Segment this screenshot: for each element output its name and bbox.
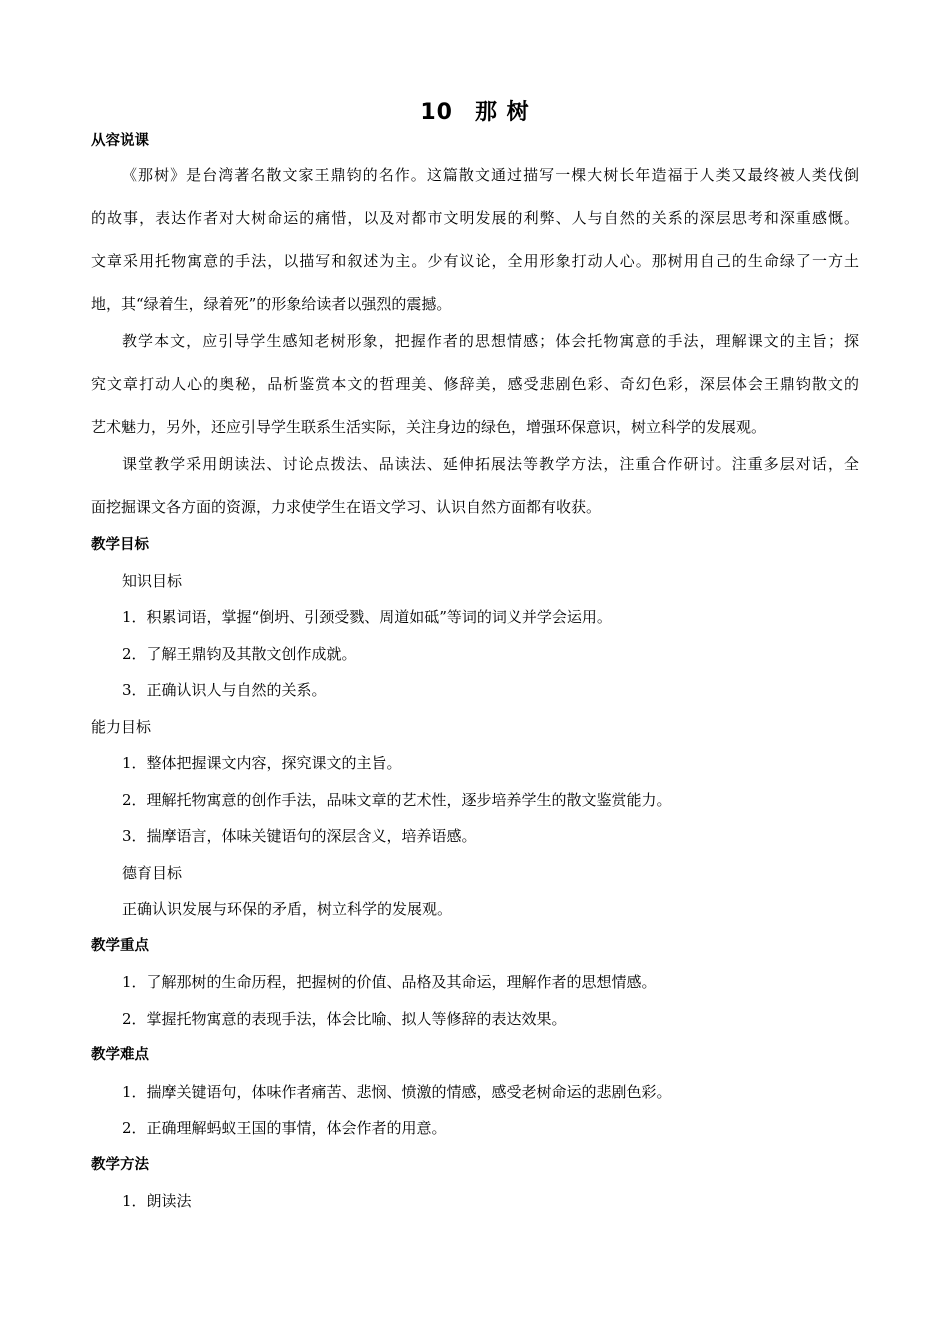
goals-ability-item-3: 3．揣摩语言，体味关键语句的深层含义，培养语感。 (122, 827, 477, 845)
goals-knowledge-item-1: 1．积累词语，掌握“倒坍、引颈受戮、周道如砥”等词的词义并学会运用。 (122, 608, 612, 626)
goals-ability-item-1: 1．整体把握课文内容，探究课文的主旨。 (122, 754, 402, 772)
title-text: 那 树 (474, 100, 530, 125)
intro-p1-line2: 的故事，表达作者对大树命运的痛惜，以及对都市文明发展的利弊、人与自然的关系的深层思考和深重感慨。 (91, 209, 859, 227)
section-heading-key-points: 教学重点 (91, 938, 149, 954)
document-title (0, 98, 950, 128)
difficulties-item-1: 1．揣摩关键语句，体味作者痛苦、悲悯、愤激的情感，感受老树命运的悲剧色彩。 (122, 1083, 672, 1101)
section-heading-intro: 从容说课 (91, 133, 149, 149)
methods-item-1: 1．朗读法 (122, 1192, 192, 1210)
intro-p3-line2: 面挖掘课文各方面的资源，力求使学生在语文学习、认识自然方面都有收获。 (91, 498, 602, 516)
difficulties-item-2: 2．正确理解蚂蚁王国的事情，体会作者的用意。 (122, 1119, 447, 1137)
goals-knowledge-label: 知识目标 (122, 572, 183, 590)
intro-p3-line1: 课堂教学采用朗读法、讨论点拨法、品读法、延伸拓展法等教学方法，注重合作研讨。注重多层对话，全 (122, 455, 859, 473)
key-points-item-1: 1．了解那树的生命历程，把握树的价值、品格及其命运，理解作者的思想情感。 (122, 973, 657, 991)
goals-moral-label: 德育目标 (122, 864, 183, 882)
section-heading-difficulties: 教学难点 (91, 1047, 149, 1063)
section-heading-goals: 教学目标 (91, 537, 149, 553)
goals-knowledge-item-2: 2．了解王鼎钧及其散文创作成就。 (122, 645, 357, 663)
goals-ability-item-2: 2．理解托物寓意的创作手法，品味文章的艺术性，逐步培养学生的散文鉴赏能力。 (122, 791, 672, 809)
intro-p2-line1: 教学本文，应引导学生感知老树形象，把握作者的思想情感；体会托物寓意的手法，理解课文的主旨；探 (122, 332, 859, 350)
goals-ability-label: 能力目标 (91, 718, 152, 736)
key-points-item-2: 2．掌握托物寓意的表现手法，体会比喻、拟人等修辞的表达效果。 (122, 1010, 567, 1028)
intro-p1-line4: 地，其“绿着生，绿着死”的形象给读者以强烈的震撼。 (91, 295, 452, 313)
title-number: 10 (420, 100, 453, 125)
intro-p1-line3: 文章采用托物寓意的手法，以描写和叙述为主。少有议论，全用形象打动人心。那树用自己的生命绿了一方土 (91, 252, 859, 270)
intro-p2-line3: 艺术魅力，另外，还应引导学生联系生活实际，关注身边的绿色，增强环保意识，树立科学的发展观。 (91, 418, 767, 436)
intro-p2-line2: 究文章打动人心的奥秘，品析鉴赏本文的哲理美、修辞美，感受悲剧色彩、奇幻色彩，深层体会王鼎钧散文的 (91, 375, 859, 393)
intro-p1-line1: 《那树》是台湾著名散文家王鼎钧的名作。这篇散文通过描写一棵大树长年造福于人类又最终被人类伐倒 (122, 166, 859, 184)
goals-moral-text: 正确认识发展与环保的矛盾，树立科学的发展观。 (122, 900, 453, 918)
goals-knowledge-item-3: 3．正确认识人与自然的关系。 (122, 681, 327, 699)
section-heading-methods: 教学方法 (91, 1157, 149, 1173)
